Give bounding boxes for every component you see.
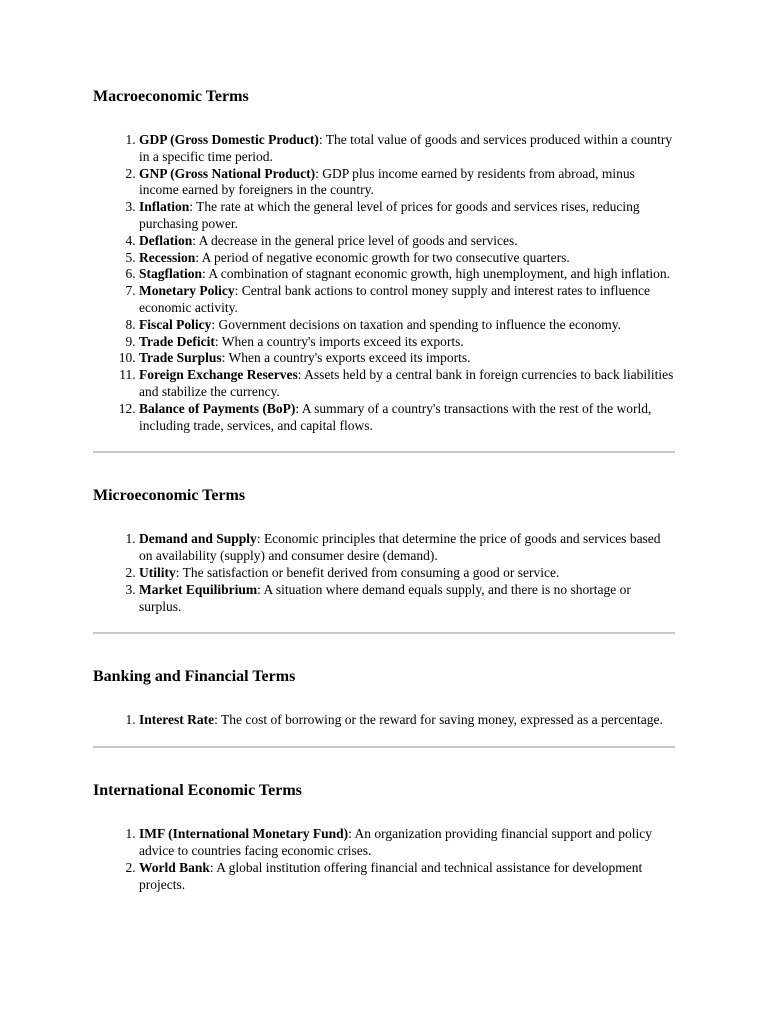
- section-divider: [93, 451, 675, 453]
- section-divider: [93, 746, 675, 748]
- list-item: [139, 565, 675, 582]
- term-name: Foreign Exchange Reserves: [139, 367, 298, 383]
- term-definition: : An organization providing financial support and policy advice to countries facing economic crises.: [139, 826, 652, 858]
- term-definition: : A situation where demand equals supply, and there is no shortage or surplus.: [139, 581, 631, 614]
- section-microeconomic: [93, 486, 675, 615]
- term-definition: : The satisfaction or benefit derived from consuming a good or service.: [175, 564, 560, 580]
- section-title: Macroeconomic Terms: [93, 88, 249, 105]
- list-item: [139, 860, 675, 894]
- list-item: [139, 712, 675, 729]
- term-definition: : A decrease in the general price level of goods and services.: [192, 232, 518, 248]
- list-item: [139, 334, 675, 351]
- term-definition: : A summary of a country's transactions with the rest of the world, including trade, services, and capital flows.: [139, 400, 652, 433]
- term-definition: : Central bank actions to control money supply and interest rates to influence economic activity.: [139, 283, 650, 315]
- section-title: International Economic Terms: [93, 782, 302, 800]
- term-name: Monetary Policy: [139, 283, 235, 299]
- term-name: World Bank: [139, 859, 210, 875]
- term-definition: : A combination of stagnant economic growth, high unemployment, and high inflation.: [202, 266, 670, 282]
- term-definition: : The total value of goods and services produced within a country in a specific time period.: [139, 132, 673, 164]
- term-definition: : The cost of borrowing or the reward for saving money, expressed as a percentage.: [214, 712, 663, 728]
- term-name: Recession: [139, 249, 196, 265]
- term-name: Stagflation: [139, 266, 203, 282]
- term-definition: : Assets held by a central bank in foreign currencies to back liabilities and stabilize the currency.: [139, 367, 674, 399]
- list-item: [139, 250, 675, 267]
- term-list: [93, 132, 675, 434]
- term-definition: : Economic principles that determine the price of goods and services based on availability (supply) and consumer desire (demand).: [139, 531, 661, 564]
- list-item: [139, 132, 675, 166]
- term-definition: : When a country's exports exceed its imports.: [221, 350, 471, 366]
- term-name: Trade Deficit: [139, 333, 215, 349]
- term-name: GNP (Gross National Product): [139, 165, 316, 181]
- term-name: Balance of Payments (BoP): [139, 400, 296, 416]
- list-item: [139, 367, 675, 401]
- term-name: Inflation: [139, 199, 190, 215]
- term-name: Deflation: [139, 232, 193, 248]
- term-definition: : Government decisions on taxation and spending to influence the economy.: [211, 316, 622, 332]
- list-item: [139, 531, 675, 565]
- term-name: Utility: [139, 564, 176, 580]
- term-definition: : A global institution offering financial and technical assistance for development projects.: [139, 859, 643, 892]
- list-item: [139, 233, 675, 250]
- list-item: [139, 266, 675, 283]
- list-item: [139, 317, 675, 334]
- section-banking-financial: [93, 667, 675, 729]
- term-definition: : GDP plus income earned by residents from abroad, minus income earned by foreigners in the country.: [139, 165, 635, 198]
- term-name: Demand and Supply: [139, 531, 257, 547]
- section-title: Microeconomic Terms: [93, 487, 246, 505]
- term-name: IMF (International Monetary Fund): [139, 826, 349, 842]
- list-item: [139, 401, 675, 435]
- term-list: [93, 712, 675, 729]
- term-name: GDP (Gross Domestic Product): [139, 132, 319, 147]
- term-name: Market Equilibrium: [139, 581, 258, 597]
- term-definition: : When a country's imports exceed its exports.: [214, 333, 464, 349]
- term-name: Fiscal Policy: [139, 316, 212, 332]
- list-item: [139, 826, 675, 860]
- list-item: [139, 283, 675, 317]
- list-item: [139, 350, 675, 367]
- section-international-economic: [93, 781, 675, 893]
- section-title: Banking and Financial Terms: [93, 668, 296, 686]
- term-definition: : A period of negative economic growth for two consecutive quarters.: [195, 249, 570, 265]
- section-divider: [93, 632, 675, 634]
- list-item: [139, 199, 675, 233]
- term-name: Interest Rate: [139, 712, 215, 728]
- list-item: [139, 166, 675, 200]
- section-macroeconomic: [93, 87, 675, 434]
- term-definition: : The rate at which the general level of prices for goods and services rises, reducing purchasing power.: [139, 199, 640, 231]
- list-item: [139, 582, 675, 616]
- term-name: Trade Surplus: [139, 350, 222, 366]
- term-list: [93, 531, 675, 615]
- term-list: [93, 826, 675, 893]
